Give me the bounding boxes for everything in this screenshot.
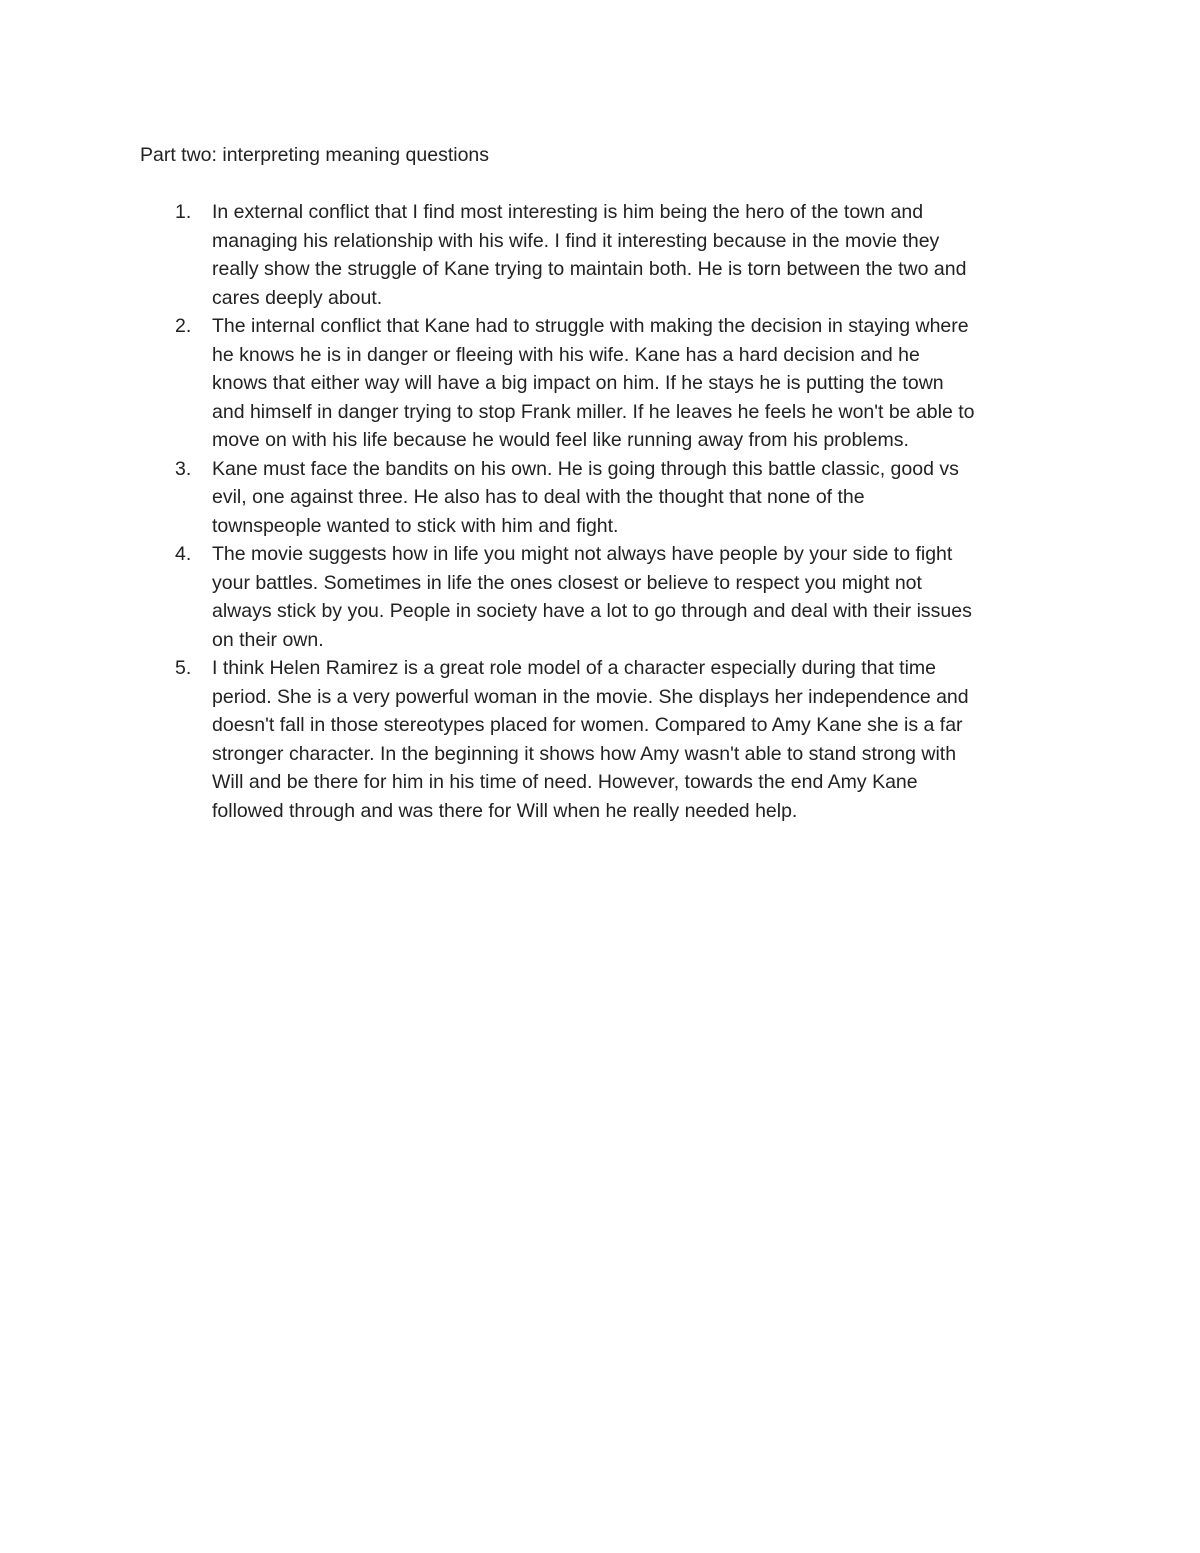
list-item-text-line: followed through and was there for Will when he really needed help. (212, 799, 798, 822)
list-item-text-line: knows that either way will have a big impact on him. If he stays he is putting the town (212, 372, 944, 394)
list-item-text-line: stronger character. In the beginning it shows how Amy wasn't able to stand strong with (212, 742, 957, 765)
list-item-text-line: Will and be there for him in his time of need. However, towards the end Amy Kane (212, 771, 918, 793)
list-item-text-line: always stick by you. People in society have a lot to go through and deal with their issues (212, 600, 972, 622)
list-item-text-line: doesn't fall in those stereotypes placed for women. Compared to Amy Kane she is a far (212, 714, 963, 736)
list-item-number: 5. (175, 657, 192, 679)
list-item-text-line: cares deeply about. (212, 286, 383, 309)
list-item-text-line: managing his relationship with his wife. I find it interesting because in the movie they (212, 229, 940, 252)
list-item (0, 312, 1200, 455)
list-item-text-line: really show the struggle of Kane trying to maintain both. He is torn between the two and (212, 258, 967, 280)
list-item-text-line: The movie suggests how in life you might not always have people by your side to fight (212, 543, 953, 565)
list-item-text-line: evil, one against three. He also has to deal with the thought that none of the (212, 486, 865, 508)
list-item-number: 3. (175, 457, 192, 480)
list-item-text-line: he knows he is in danger or fleeing with his wife. Kane has a hard decision and he (212, 343, 920, 366)
list-item-number: 4. (175, 543, 192, 565)
numbered-list (0, 198, 1200, 825)
list-item-text-line: and himself in danger trying to stop Frank miller. If he leaves he feels he won't be able to (212, 400, 975, 423)
list-item (0, 540, 1200, 654)
list-item-number: 1. (175, 201, 192, 223)
list-item (0, 198, 1200, 312)
list-item-text-line: The internal conflict that Kane had to struggle with making the decision in staying where (212, 315, 969, 337)
list-item-text-line: move on with his life because he would feel like running away from his problems. (212, 429, 909, 451)
list-item (0, 455, 1200, 541)
list-item-number: 2. (175, 315, 192, 337)
list-item-text-line: your battles. Sometimes in life the ones closest or believe to respect you might not (212, 571, 922, 594)
list-item (0, 654, 1200, 825)
list-item-text-line: I think Helen Ramirez is a great role model of a character especially during that time (212, 657, 937, 679)
list-item-text-line: In external conflict that I find most interesting is him being the hero of the town and (212, 201, 924, 223)
list-item-text-line: townspeople wanted to stick with him and fight. (212, 514, 619, 537)
list-item-text-line: period. She is a very powerful woman in the movie. She displays her independence and (212, 685, 969, 708)
list-item-text-line: Kane must face the bandits on his own. He is going through this battle classic, good vs (212, 457, 959, 480)
document-heading: Part two: interpreting meaning questions (140, 144, 490, 166)
list-item-text-line: on their own. (212, 628, 324, 651)
